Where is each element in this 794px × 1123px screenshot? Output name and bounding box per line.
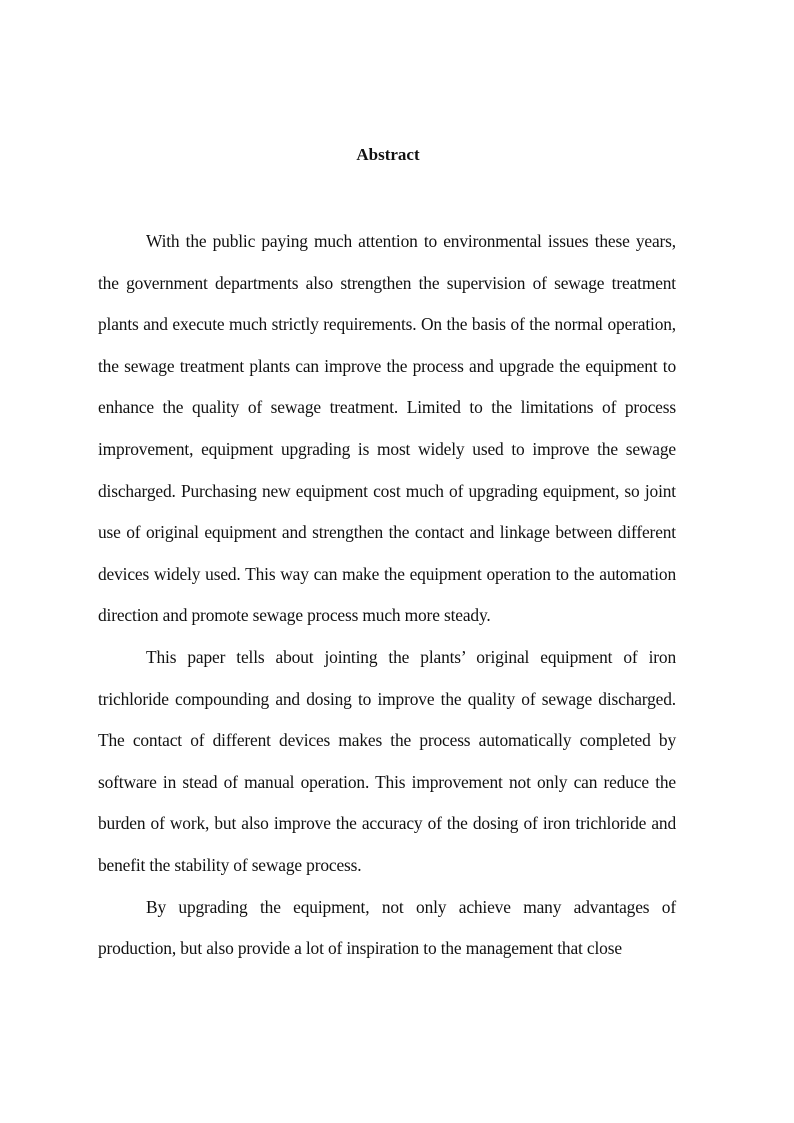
abstract-body <box>98 221 676 970</box>
abstract-paragraph-1: With the public paying much attention to environmental issues these years, the government departments also strengthen the supervision of sewage treatment plants and execute much strictly requirements. On the basis of the normal operation, the sewage treatment plants can improve the process and upgrade the equipment to enhance the quality of sewage treatment. Limited to the limitations of process improvement, equipment upgrading is most widely used to improve the sewage discharged. Purchasing new equipment cost much of upgrading equipment, so joint use of original equipment and strengthen the contact and linkage between different devices widely used. This way can make the equipment operation to the automation direction and promote sewage process much more steady. <box>98 231 676 626</box>
abstract-title: Abstract <box>356 145 420 164</box>
abstract-paragraph-3: By upgrading the equipment, not only achieve many advantages of production, but also provide a lot of inspiration to the management that close <box>98 896 676 959</box>
abstract-paragraph-2: This paper tells about jointing the plants’ original equipment of iron trichloride compounding and dosing to improve the quality of sewage discharged. The contact of different devices makes the process automatically completed by software in stead of manual operation. This improvement not only can reduce the burden of work, but also improve the accuracy of the dosing of iron trichloride and benefit the stability of sewage process. <box>98 646 676 875</box>
